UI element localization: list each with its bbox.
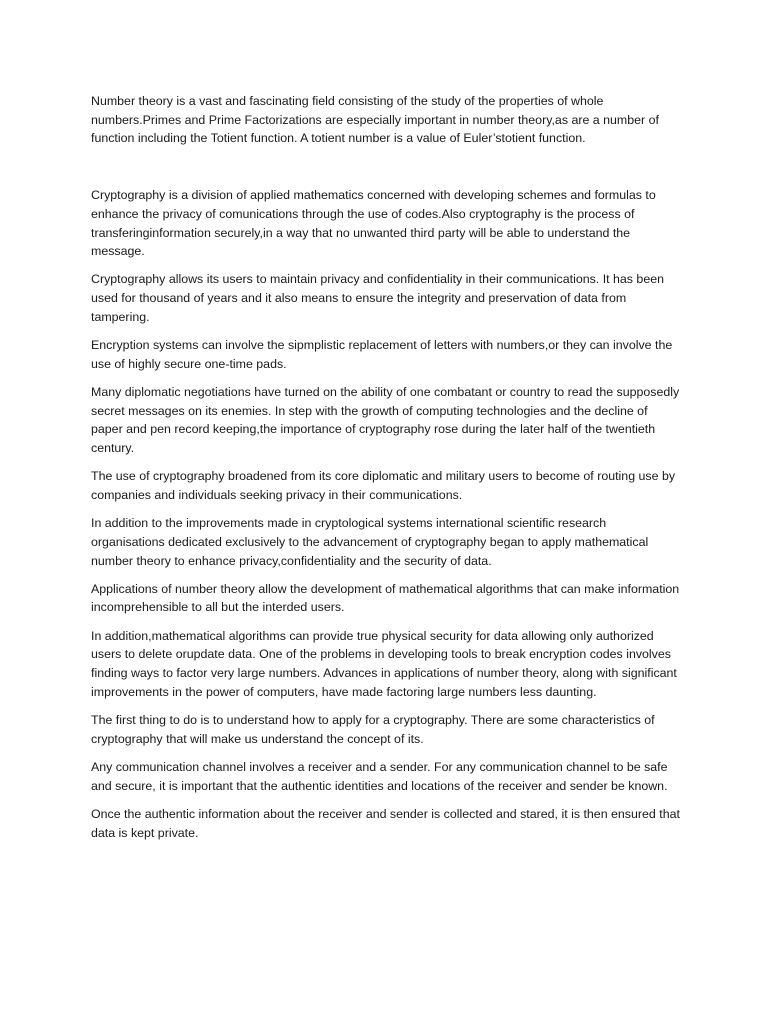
paragraph-algorithms: In addition,mathematical algorithms can provide true physical security for data allowing only authorized users to delete orupdate data. One of the problems in developing tools to break encryption codes involves finding ways to factor very large numbers. Advances in applications of number theory, along with significant improvements in the power of computers, have made factoring large numbers less daunting. [91, 628, 677, 699]
paragraph-cryptography-definition: Cryptography is a division of applied mathematics concerned with developing schemes and formulas to enhance the privacy of comunications through the use of codes.Also cryptography is the process of transferinginformation securely,in a way that no unwanted third party will be able to understand the message. [91, 188, 656, 259]
paragraph-encryption-systems: Encryption systems can involve the sipmplistic replacement of letters with numbers,or they can involve the use of highly secure one-time pads. [91, 338, 673, 371]
paragraph-first-thing: The first thing to do is to understand how to apply for a cryptography. There are some characteristics of cryptography that will make us understand the concept of its. [91, 712, 655, 746]
paragraph-authentic-information: Once the authentic information about the receiver and sender is collected and stared, it is then ensured that data is kept private. [91, 806, 680, 840]
paragraph-communication-channel: Any communication channel involves a receiver and a sender. For any communication channel to be safe and secure, it is important that the authentic identities and locations of the receiver and sender be known. [91, 759, 668, 793]
paragraph-broadened-use: The use of cryptography broadened from its core diplomatic and military users to become of routing use by companies and individuals seeking privacy in their communications. [91, 469, 676, 502]
paragraph-number-theory: Number theory is a vast and fascinating field consisting of the study of the properties of whole numbers.Primes and Prime Factorizations are especially important in number theory,as are a number of function including the Totient function. A totient number is a value of Euler’stotient function. [91, 94, 659, 146]
paragraph-improvements: In addition to the improvements made in cryptological systems international scientific research organisations dedicated exclusively to the advancement of cryptography began to apply mathematical number theory to enhance privacy,confidentiality and the security of data. [91, 516, 649, 568]
paragraph-diplomatic: Many diplomatic negotiations have turned on the ability of one combatant or country to read the supposedly secret messages on its enemies. In step with the growth of computing technologies and the decline of paper and pen record keeping,the importance of cryptography rose during the later half of the twentieth century. [91, 384, 680, 456]
paragraph-applications: Applications of number theory allow the development of mathematical algorithms that can make information incomprehensible to all but the interded users. [91, 581, 680, 615]
document-body [91, 92, 681, 852]
paragraph-privacy: Cryptography allows its users to maintain privacy and confidentiality in their communications. It has been used for thousand of years and it also means to ensure the integrity and preservation of data from tampering. [91, 272, 665, 324]
